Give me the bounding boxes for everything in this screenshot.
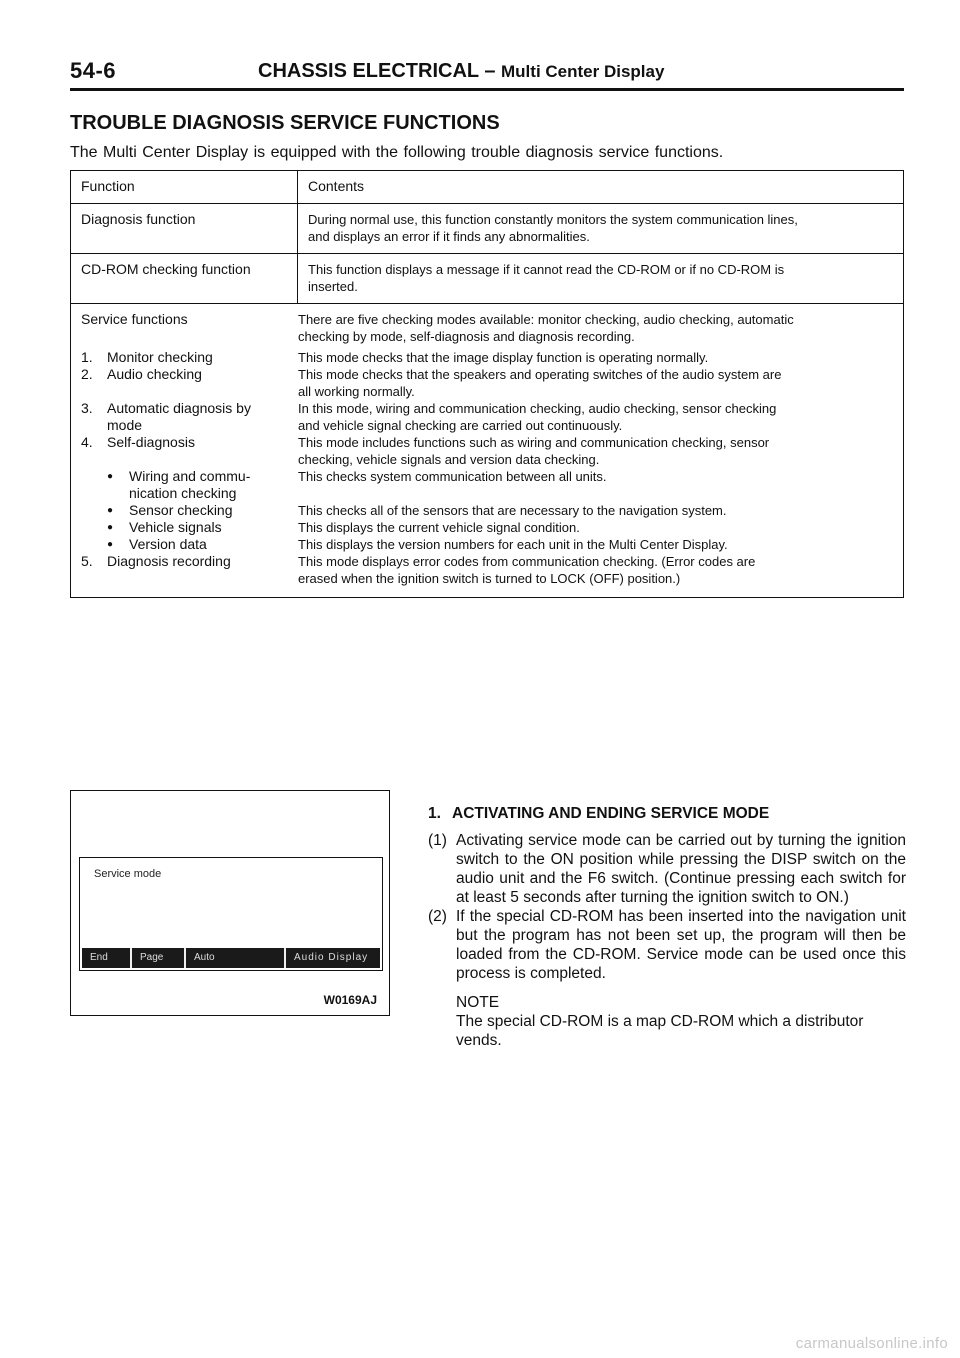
list-item: mode <box>107 417 143 433</box>
list-item: 4. Self-diagnosis <box>81 434 195 450</box>
procedure-heading: 1. ACTIVATING AND ENDING SERVICE MODE <box>428 805 770 822</box>
audio-display-button: Audio Display <box>294 952 369 963</box>
note-label: NOTE <box>456 994 500 1011</box>
header-rule <box>70 88 904 91</box>
end-button: End <box>82 948 132 968</box>
header-separator: – <box>484 60 496 82</box>
bullet-icon: ● <box>107 522 114 533</box>
list-item: 1. Monitor checking <box>81 349 213 365</box>
contents-cell <box>298 254 904 304</box>
screen-button-bar <box>82 948 380 968</box>
display-screen <box>79 857 383 971</box>
table-row <box>71 254 904 304</box>
intro-text: The Multi Center Display is equipped with the following trouble diagnosis service functions. <box>70 144 724 161</box>
header-function: Function <box>71 171 298 204</box>
functions-table <box>70 170 904 598</box>
note-block <box>456 993 906 1050</box>
function-cell: Diagnosis function <box>71 204 298 254</box>
service-functions-list <box>81 311 298 587</box>
function-cell: CD-ROM checking function <box>71 254 298 304</box>
list-item: ● Wiring and commu- <box>81 468 298 485</box>
service-mode-procedure <box>428 804 906 1050</box>
list-item: nication checking <box>129 485 237 501</box>
header-title <box>258 60 664 83</box>
page-number: 54-6 <box>70 58 117 83</box>
figure-code: W0169AJ <box>323 993 377 1007</box>
service-mode-figure <box>70 790 390 1016</box>
contents-line: inserted. <box>308 279 358 294</box>
page-header <box>70 58 904 90</box>
bullet-icon: ● <box>107 471 114 482</box>
contents-line: and displays an error if it finds any abnormalities. <box>308 229 590 244</box>
page-button: Page <box>132 948 186 968</box>
watermark: carmanualsonline.info <box>795 1335 948 1352</box>
table-header-row <box>71 171 904 204</box>
table-row <box>71 304 904 598</box>
procedure-step: (1) Activating service mode can be carried out by turning the ignition switch to the ON position while pressing the DISP switch on the audio unit and the F6 switch. (Continue pressing each switch for at least 5 seconds after turning the ignition switch to ON.) <box>428 832 906 906</box>
header-subtitle: Multi Center Display <box>501 62 665 81</box>
list-item: ● Version data <box>81 536 298 553</box>
list-item: 3. Automatic diagnosis by <box>81 400 251 416</box>
list-item: 5. Diagnosis recording <box>81 553 231 569</box>
header-contents: Contents <box>298 171 904 204</box>
list-item: ● Vehicle signals <box>81 519 298 536</box>
contents-line: During normal use, this function constantly monitors the system communication lines, <box>308 212 798 227</box>
list-item: 2. Audio checking <box>81 366 202 382</box>
table-row <box>71 204 904 254</box>
service-functions-contents: There are five checking modes available: monitor checking, audio checking, automatic checking by mode, self-diagnosis and diagnosis recording. This mode checks that the image display function is operating normally. This mode checks that the speakers and operating switches of the audio system are all working normally. In this mode, wiring and communication checking, audio checking, sensor checking and vehicle signal checking are carried out continuously. This mode includes functions such as wiring and communication checking, sensor checking, vehicle signals and version data checking. This checks system communication between all units. This checks all of the sensors that are necessary to the navigation system. This displays the current vehicle signal condition. This displays the version numbers for each unit in the Multi Center Display. This mode displays error codes from communication checking. (Error codes are erased when the ignition switch is turned to LOCK (OFF) position.) <box>298 312 794 586</box>
note-text: The special CD-ROM is a map CD-ROM which a distributor vends. <box>456 1013 864 1049</box>
procedure-step: (2) If the special CD-ROM has been inserted into the navigation unit but the program has not been set up, the program will then be loaded from the CD-ROM. Service mode can be used once this process is completed. <box>428 908 906 982</box>
screen-title: Service mode <box>94 868 162 880</box>
function-cell: Service functions <box>81 311 188 327</box>
list-item: ● Sensor checking <box>81 502 298 519</box>
bullet-icon: ● <box>107 505 114 516</box>
auto-button: Auto <box>186 948 286 968</box>
contents-cell <box>298 204 904 254</box>
header-chapter: CHASSIS ELECTRICAL <box>258 60 479 82</box>
contents-line: This function displays a message if it cannot read the CD-ROM or if no CD-ROM is <box>308 262 785 277</box>
section-title: TROUBLE DIAGNOSIS SERVICE FUNCTIONS <box>70 112 500 134</box>
bullet-icon: ● <box>107 539 114 550</box>
service-functions-cell <box>71 304 904 598</box>
